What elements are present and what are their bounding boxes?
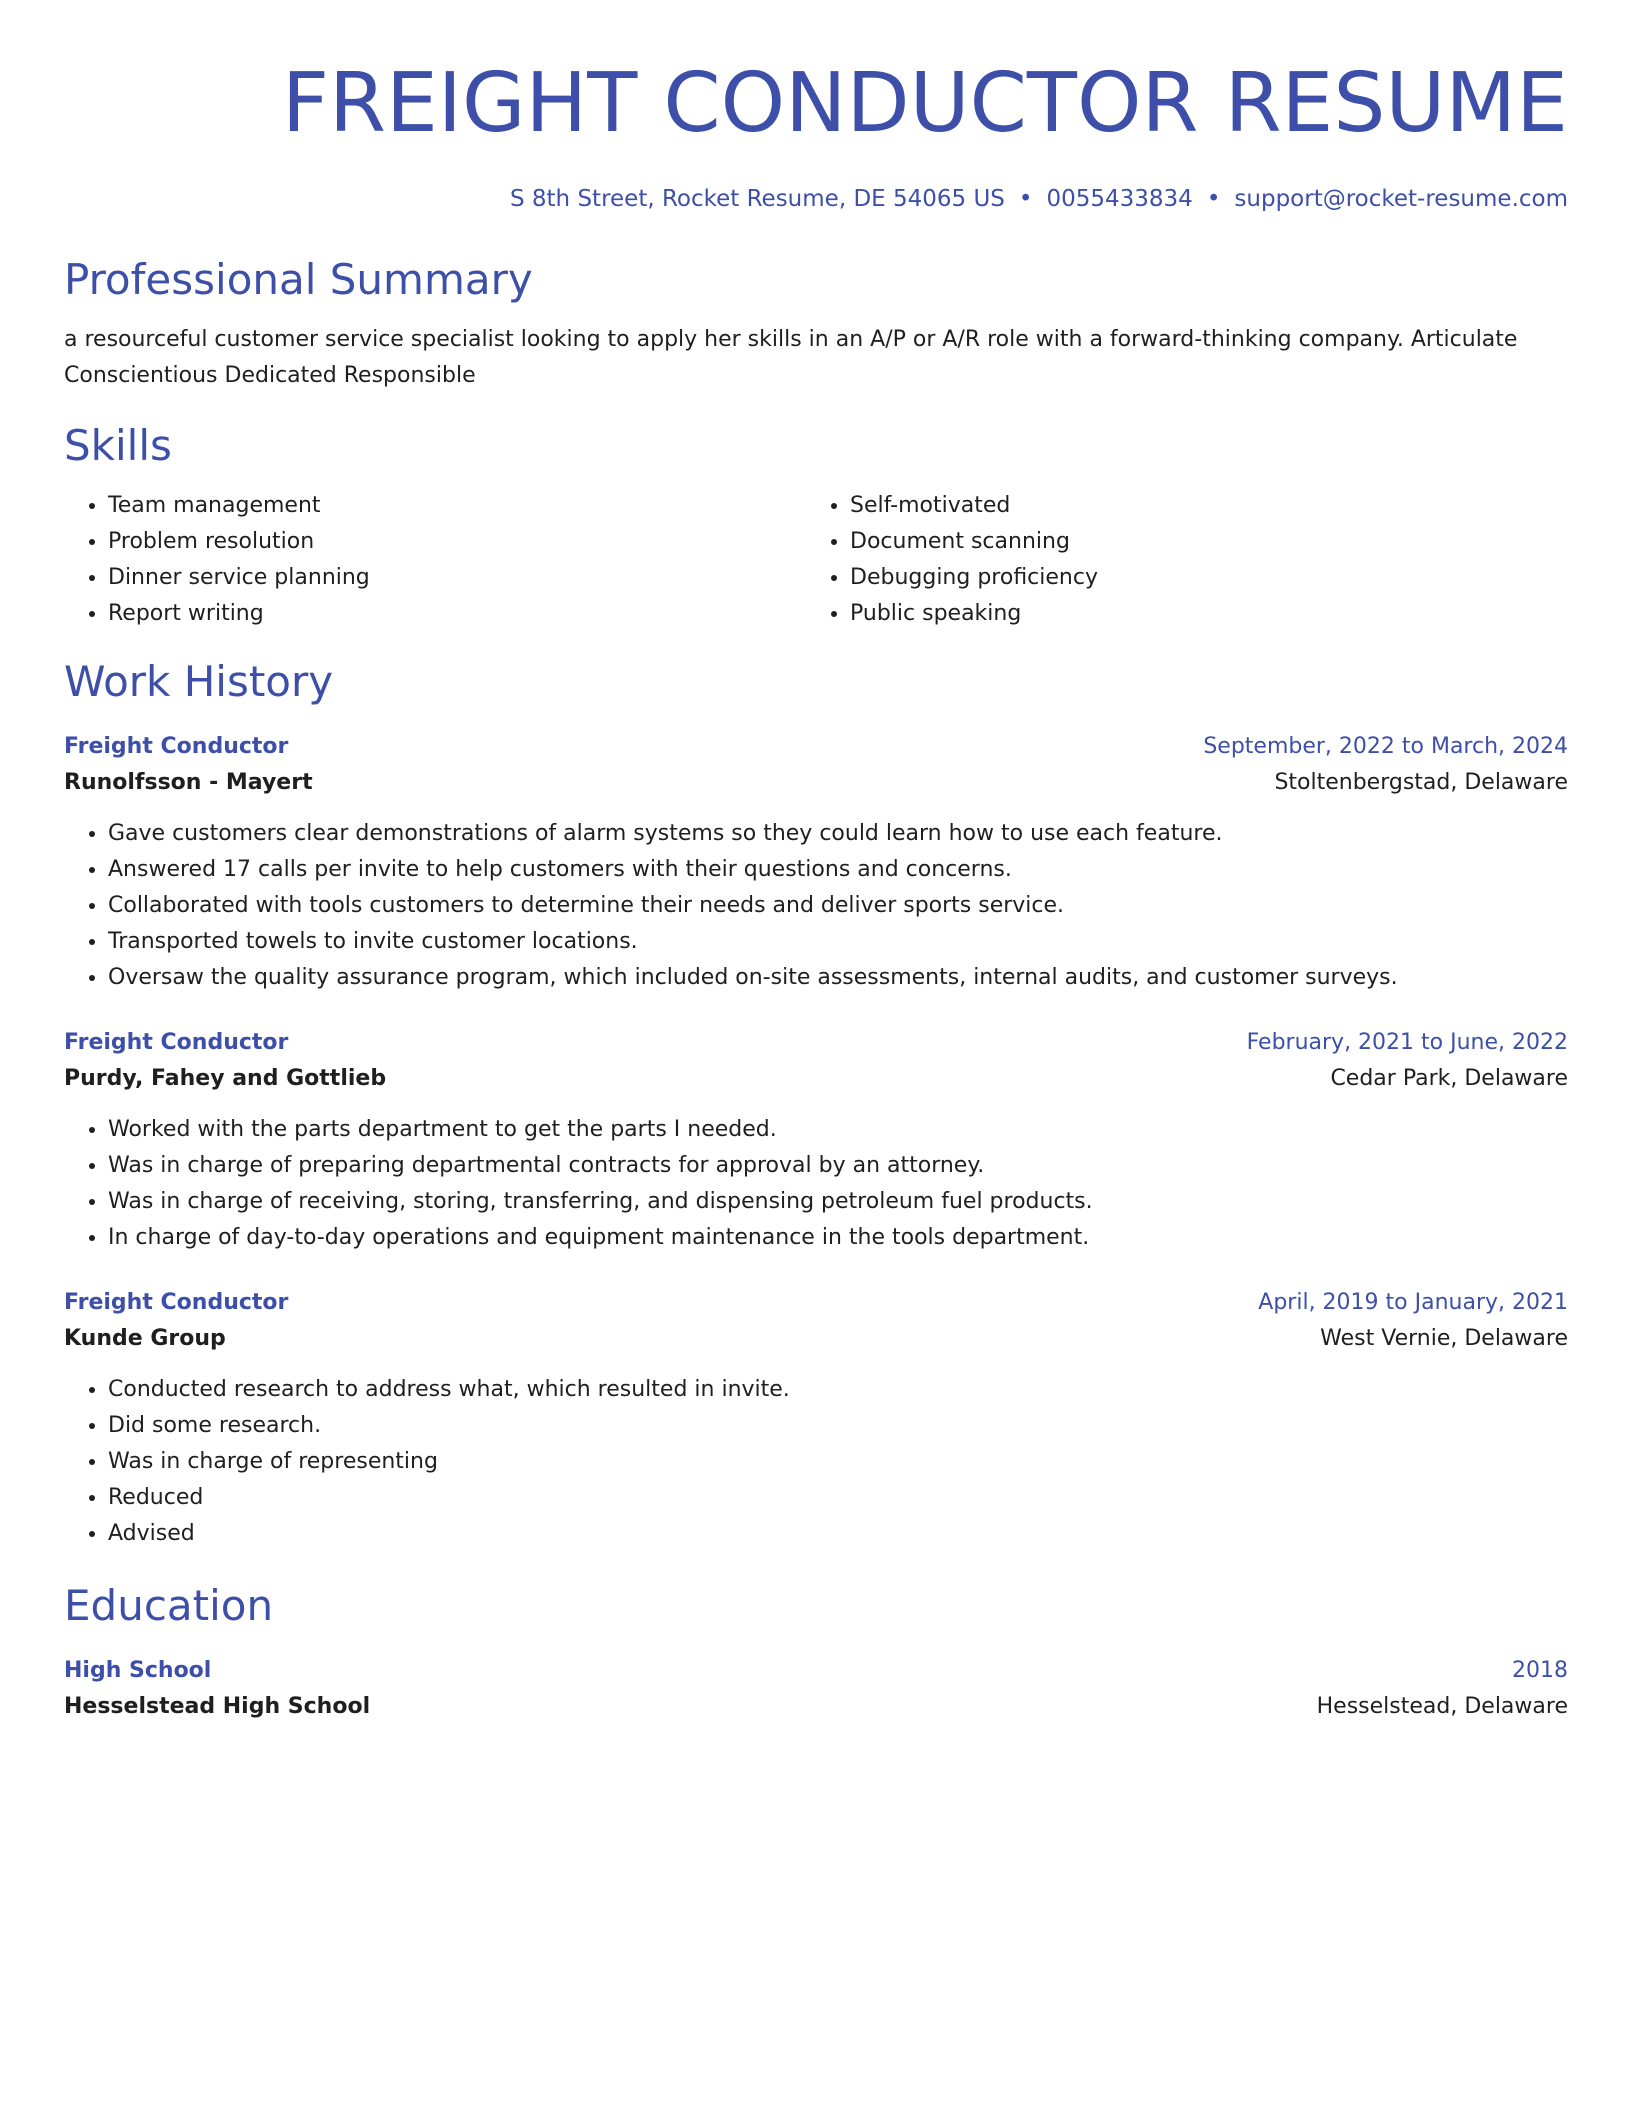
job-header-row	[64, 1286, 1568, 1320]
job-employer-row	[64, 764, 1568, 802]
job-location: Stoltenbergstad, Delaware	[1274, 770, 1568, 795]
job-employer: Purdy, Fahey and Gottlieb	[64, 1066, 387, 1091]
job-bullet: • Advised	[108, 1516, 1568, 1552]
job-bullet: • Did some research.	[108, 1408, 1568, 1444]
education-degree: High School	[64, 1658, 212, 1683]
resume-title: FREIGHT CONDUCTOR RESUME	[281, 56, 1568, 151]
job-dates: September, 2022 to March, 2024	[1203, 734, 1568, 759]
skill-item: • Dinner service planning	[108, 560, 806, 596]
work-history-heading: Work History	[64, 657, 334, 706]
job-bullet: • Answered 17 calls per invite to help customers with their questions and concerns.	[108, 852, 1568, 888]
education-header-row	[64, 1654, 1568, 1688]
contact-line	[64, 182, 1568, 216]
job-bullet: • In charge of day-to-day operations and equipment maintenance in the tools department.	[108, 1220, 1568, 1256]
job-bullet: • Was in charge of receiving, storing, transferring, and dispensing petroleum fuel products.	[108, 1184, 1568, 1220]
education-entry	[64, 1654, 1568, 1726]
contact-phone: 0055433834	[1046, 186, 1193, 212]
job-entry	[64, 1026, 1568, 1256]
job-bullets	[64, 1372, 1568, 1552]
job-dates: April, 2019 to January, 2021	[1258, 1290, 1568, 1315]
contact-separator: •	[1018, 186, 1033, 212]
contact-address: S 8th Street, Rocket Resume, DE 54065 US	[510, 186, 1005, 212]
job-employer: Kunde Group	[64, 1326, 226, 1351]
job-employer-row	[64, 1060, 1568, 1098]
skill-item: • Report writing	[108, 596, 806, 632]
skill-item: • Public speaking	[850, 596, 1548, 632]
job-employer: Runolfsson - Mayert	[64, 770, 313, 795]
summary-heading: Professional Summary	[64, 255, 533, 304]
resume-page	[64, 0, 1568, 1726]
job-employer-row	[64, 1320, 1568, 1358]
education-heading: Education	[64, 1581, 274, 1630]
skill-item: • Debugging proficiency	[850, 560, 1548, 596]
education-location: Hesselstead, Delaware	[1316, 1694, 1568, 1719]
skills-column-left	[64, 488, 806, 632]
job-role: Freight Conductor	[64, 1290, 289, 1315]
job-bullets	[64, 816, 1568, 996]
job-bullet: • Worked with the parts department to get the parts I needed.	[108, 1112, 1568, 1148]
education-school: Hesselstead High School	[64, 1694, 371, 1719]
skills-grid	[64, 488, 1568, 632]
job-bullet: • Was in charge of preparing departmental contracts for approval by an attorney.	[108, 1148, 1568, 1184]
job-location: West Vernie, Delaware	[1320, 1326, 1568, 1351]
summary-text: a resourceful customer service specialist looking to apply her skills in an A/P or A/R role with a forward-thinking company. Articulate Conscientious Dedicated Responsible	[64, 327, 1518, 388]
job-header-row	[64, 1026, 1568, 1060]
job-role: Freight Conductor	[64, 734, 289, 759]
skill-item: • Problem resolution	[108, 524, 806, 560]
job-dates: February, 2021 to June, 2022	[1246, 1030, 1568, 1055]
job-bullet: • Gave customers clear demonstrations of alarm systems so they could learn how to use each feature.	[108, 816, 1568, 852]
job-bullets	[64, 1112, 1568, 1256]
job-bullet: • Conducted research to address what, which resulted in invite.	[108, 1372, 1568, 1408]
skills-column-right	[806, 488, 1548, 632]
contact-separator: •	[1206, 186, 1221, 212]
job-location: Cedar Park, Delaware	[1330, 1066, 1568, 1091]
job-entry	[64, 730, 1568, 996]
job-header-row	[64, 730, 1568, 764]
skills-heading: Skills	[64, 421, 172, 470]
job-bullet: • Collaborated with tools customers to determine their needs and deliver sports service.	[108, 888, 1568, 924]
skill-item: • Self-motivated	[850, 488, 1548, 524]
skill-item: • Document scanning	[850, 524, 1548, 560]
job-bullet: • Was in charge of representing	[108, 1444, 1568, 1480]
contact-email: support@rocket-resume.com	[1234, 186, 1568, 212]
education-school-row	[64, 1688, 1568, 1726]
job-role: Freight Conductor	[64, 1030, 289, 1055]
education-year: 2018	[1512, 1658, 1568, 1683]
job-bullet: • Transported towels to invite customer locations.	[108, 924, 1568, 960]
job-bullet: • Oversaw the quality assurance program, which included on-site assessments, internal audits, and customer surveys.	[108, 960, 1568, 996]
job-entry	[64, 1286, 1568, 1552]
skill-item: • Team management	[108, 488, 806, 524]
job-bullet: • Reduced	[108, 1480, 1568, 1516]
